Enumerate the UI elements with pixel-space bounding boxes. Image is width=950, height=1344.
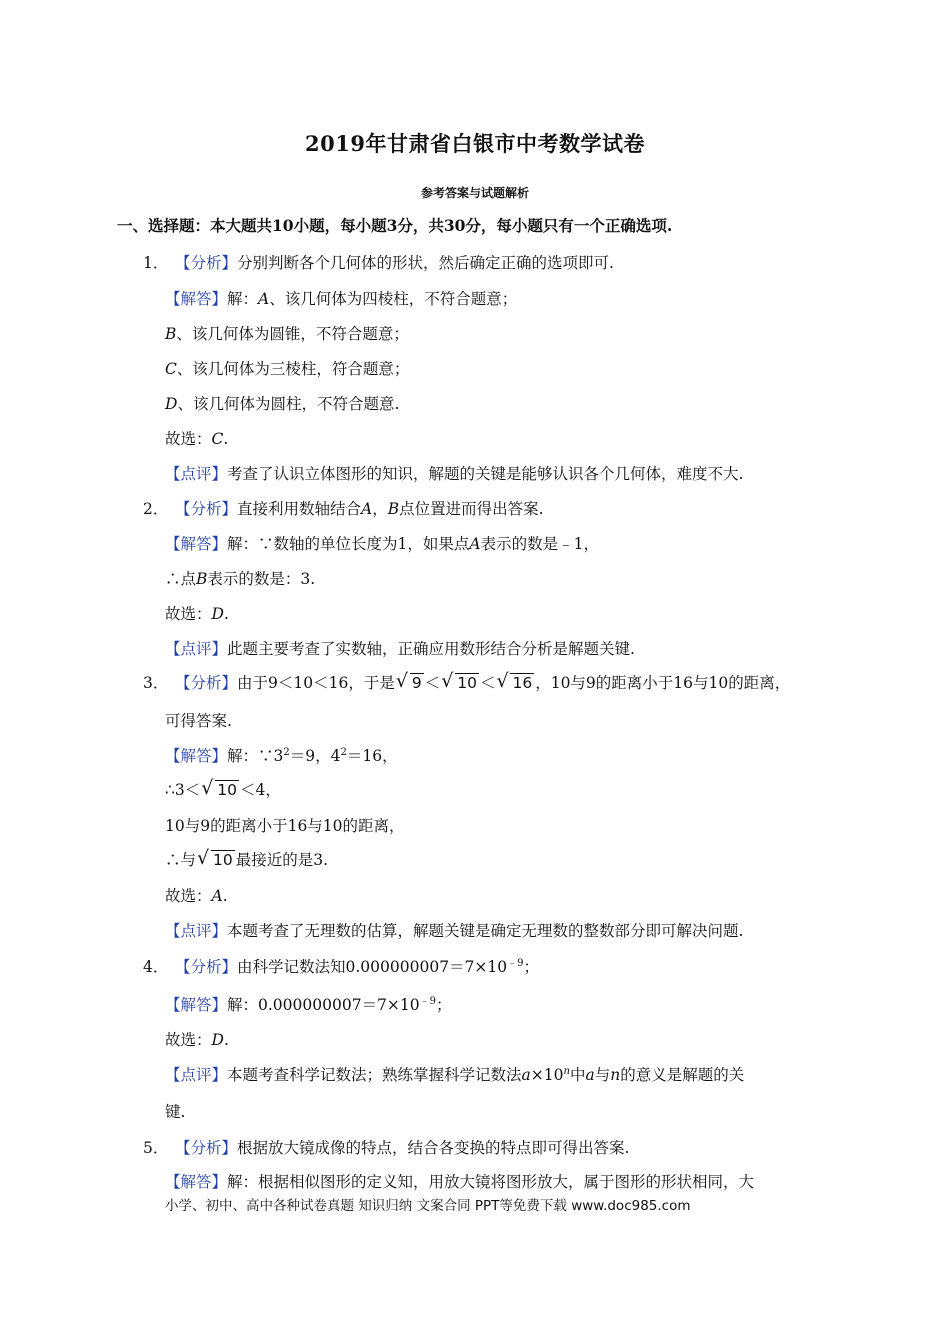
page-subtitle: 参考答案与试题解析 bbox=[420, 186, 529, 200]
analysis-tag: 【分析】 bbox=[175, 254, 238, 272]
q5-analysis-line bbox=[143, 1136, 629, 1158]
q2-analysis-text: 直接利用数轴结合 bbox=[237, 500, 362, 518]
q1-answer-prefix: 解： bbox=[227, 290, 259, 308]
sqrt-16-arg: 16 bbox=[512, 674, 533, 692]
q1-option-a: A bbox=[258, 290, 270, 308]
q1-option-d-line bbox=[165, 392, 399, 414]
q2-comment-text: 此题主要考查了实数轴，正确应用数形结合分析是解题关键. bbox=[227, 640, 635, 658]
q2-line2-end: 表示的数是：3. bbox=[207, 570, 316, 588]
q1-option-d: D bbox=[165, 395, 178, 413]
q4-times-ten: ×10 bbox=[530, 1066, 564, 1084]
q2-point-a: A bbox=[361, 500, 373, 518]
q2-analysis-sep: ， bbox=[372, 500, 388, 518]
q4-choice-end: . bbox=[223, 1031, 229, 1049]
q3-number: 3． bbox=[143, 674, 169, 692]
q4-var-a: a bbox=[521, 1066, 531, 1084]
q3-analysis-line bbox=[143, 671, 790, 693]
answer-tag: 【解答】 bbox=[165, 290, 228, 308]
q1-option-b: B bbox=[165, 325, 177, 343]
sqrt-10: √ 10 bbox=[441, 670, 477, 692]
q5-answer-text: 解：根据相似图形的定义知，用放大镜将图形放大，属于图形的形状相同，大 bbox=[227, 1173, 755, 1191]
q4-choice-line bbox=[165, 1028, 229, 1050]
q4-answer-text: 解：0.000000007＝7×10 bbox=[227, 996, 420, 1015]
q2-point-b: B bbox=[387, 500, 400, 518]
less-than: ＜ bbox=[479, 674, 496, 692]
q1-analysis-text: 分别判断各个几何体的形状，然后确定正确的选项即可. bbox=[237, 254, 614, 272]
q4-answer-end: ； bbox=[436, 996, 452, 1015]
q3-analysis-end: ，10与9的距离小于16与10的距离， bbox=[535, 674, 791, 692]
q3-exponent-1: 2 bbox=[283, 746, 290, 758]
q2-line2-prefix: ∴点 bbox=[165, 570, 197, 588]
q5-analysis-text: 根据放大镜成像的特点，结合各变换的特点即可得出答案. bbox=[237, 1139, 630, 1157]
analysis-tag: 【分析】 bbox=[175, 1139, 238, 1157]
q4-exponent: ﹣9 bbox=[507, 958, 524, 969]
q2-analysis-line bbox=[143, 497, 544, 519]
sqrt-10-arg: 10 bbox=[217, 781, 237, 799]
q3-answer-line-2 bbox=[165, 778, 281, 800]
q4-number: 4． bbox=[143, 958, 169, 977]
answer-tag: 【解答】 bbox=[165, 747, 228, 765]
q2-choice-value: D bbox=[211, 605, 224, 623]
q2-line2-point-b: B bbox=[196, 570, 208, 588]
q4-analysis-text: 由科学记数法知0.000000007＝7×10 bbox=[237, 958, 508, 977]
q1-option-b-text: 、该几何体为圆锥，不符合题意； bbox=[176, 325, 409, 343]
q3-exponent-2: 2 bbox=[340, 746, 347, 758]
q2-choice-line bbox=[165, 602, 229, 624]
q4-comment-end: 的意义是解题的关 bbox=[620, 1066, 745, 1084]
comment-tag: 【点评】 bbox=[165, 465, 228, 483]
q4-choice-value: D bbox=[211, 1031, 224, 1049]
q4-comment-and: 与 bbox=[594, 1066, 611, 1084]
q4-analysis-end: ； bbox=[523, 958, 540, 977]
q1-answer-line bbox=[165, 287, 517, 309]
section-heading: 一、选择题：本大题共10小题，每小题3分，共30分，每小题只有一个正确选项. bbox=[117, 216, 673, 235]
q2-choice-end: . bbox=[223, 605, 229, 623]
q4-comment-line bbox=[165, 1063, 744, 1085]
less-than: ＜ bbox=[424, 674, 441, 692]
q4-answer-line bbox=[165, 992, 452, 1015]
q1-option-c-line bbox=[165, 357, 409, 379]
q3-comment-text: 本题考查了无理数的估算，解题关键是确定无理数的整数部分即可解决问题. bbox=[227, 922, 744, 940]
q2-answer-text: 解：∵数轴的单位长度为1，如果点 bbox=[227, 535, 470, 553]
q2-choice-prefix: 故选： bbox=[165, 605, 212, 623]
q1-choice-end: . bbox=[223, 430, 229, 448]
q4-comment-mid: 中 bbox=[569, 1066, 586, 1084]
q1-option-a-text: 、该几何体为四棱柱，不符合题意； bbox=[269, 290, 518, 308]
q1-option-b-line bbox=[165, 322, 409, 344]
q1-choice-line bbox=[165, 427, 228, 449]
q2-answer-line bbox=[165, 532, 599, 554]
q3-answer-line-3: 10与9的距离小于16与10的距离， bbox=[165, 817, 405, 835]
comment-tag: 【点评】 bbox=[165, 640, 228, 658]
q5-number: 5． bbox=[143, 1139, 169, 1157]
q1-analysis-line bbox=[143, 251, 614, 273]
q3-choice-end: . bbox=[222, 887, 228, 905]
q2-analysis-end: 点位置进而得出答案. bbox=[399, 500, 544, 518]
q3-line2-end: ＜4， bbox=[239, 781, 281, 799]
q4-choice-prefix: 故选： bbox=[165, 1031, 212, 1049]
q3-analysis-text: 由于9＜10＜16，于是 bbox=[237, 674, 395, 692]
q1-choice-prefix: 故选： bbox=[165, 430, 212, 448]
q4-analysis-line bbox=[143, 954, 539, 977]
sqrt-10-arg: 10 bbox=[457, 674, 477, 692]
q1-option-c: C bbox=[165, 360, 177, 378]
sqrt-16: √ 16 bbox=[496, 670, 533, 692]
q2-answer-point-a: A bbox=[469, 535, 481, 553]
answer-tag: 【解答】 bbox=[165, 1173, 228, 1191]
q1-comment-line bbox=[165, 462, 743, 484]
q3-choice-prefix: 故选： bbox=[165, 887, 212, 905]
q4-answer-exponent: ﹣9 bbox=[419, 996, 437, 1007]
q2-number: 2． bbox=[143, 500, 169, 518]
q3-line2-prefix: ∴3＜ bbox=[165, 781, 201, 799]
q1-choice-value: C bbox=[211, 430, 224, 448]
q3-answer-mid: ＝9，4 bbox=[289, 747, 341, 765]
q4-exp-n: n bbox=[563, 1065, 570, 1077]
q1-comment-text: 考查了认识立体图形的知识，解题的关键是能够认识各个几何体，难度不大. bbox=[227, 465, 744, 483]
q3-line4-prefix: ∴与 bbox=[165, 851, 197, 869]
q3-line4-end: 最接近的是3. bbox=[235, 851, 329, 869]
sqrt-10: √ 10 bbox=[197, 847, 233, 869]
q2-answer-end: 表示的数是﹣1， bbox=[480, 535, 599, 553]
q3-choice-line bbox=[165, 884, 228, 906]
q4-var-a2: a bbox=[585, 1066, 595, 1084]
comment-tag: 【点评】 bbox=[165, 1066, 228, 1084]
q1-number: 1． bbox=[143, 254, 169, 272]
footer-watermark[interactable]: 小学、初中、高中各种试卷真题 知识归纳 文案合同 PPT等免费下载 www.doc985.com bbox=[165, 1198, 691, 1214]
q3-comment-line bbox=[165, 919, 743, 941]
q1-option-d-text: 、该几何体为圆柱，不符合题意. bbox=[177, 395, 400, 413]
q5-answer-line bbox=[165, 1170, 754, 1192]
q3-answer-text: 解：∵3 bbox=[227, 747, 284, 765]
q2-comment-line bbox=[165, 637, 635, 659]
analysis-tag: 【分析】 bbox=[175, 958, 238, 977]
sqrt-10-arg: 10 bbox=[213, 851, 233, 869]
q4-var-n2: n bbox=[610, 1066, 621, 1084]
q3-analysis-cont: 可得答案. bbox=[165, 712, 232, 730]
q2-answer-line-2 bbox=[165, 567, 315, 589]
q3-answer-end: ＝16， bbox=[346, 747, 398, 765]
sqrt-9-arg: 9 bbox=[411, 674, 422, 692]
analysis-tag: 【分析】 bbox=[175, 674, 238, 692]
q4-comment-cont: 键. bbox=[165, 1103, 186, 1121]
q3-choice-value: A bbox=[211, 887, 223, 905]
q3-answer-line bbox=[165, 744, 398, 766]
sqrt-9: √ 9 bbox=[395, 670, 422, 692]
q3-answer-line-4 bbox=[165, 848, 328, 870]
q4-comment-text: 本题考查科学记数法；熟练掌握科学记数法 bbox=[227, 1066, 522, 1084]
q1-option-c-text: 、该几何体为三棱柱，符合题意； bbox=[176, 360, 410, 378]
answer-tag: 【解答】 bbox=[165, 996, 228, 1015]
page-title: 2019年甘肃省白银市中考数学试卷 bbox=[305, 131, 645, 156]
answer-tag: 【解答】 bbox=[165, 535, 228, 553]
analysis-tag: 【分析】 bbox=[175, 500, 238, 518]
comment-tag: 【点评】 bbox=[165, 922, 228, 940]
sqrt-10: √ 10 bbox=[201, 777, 237, 799]
